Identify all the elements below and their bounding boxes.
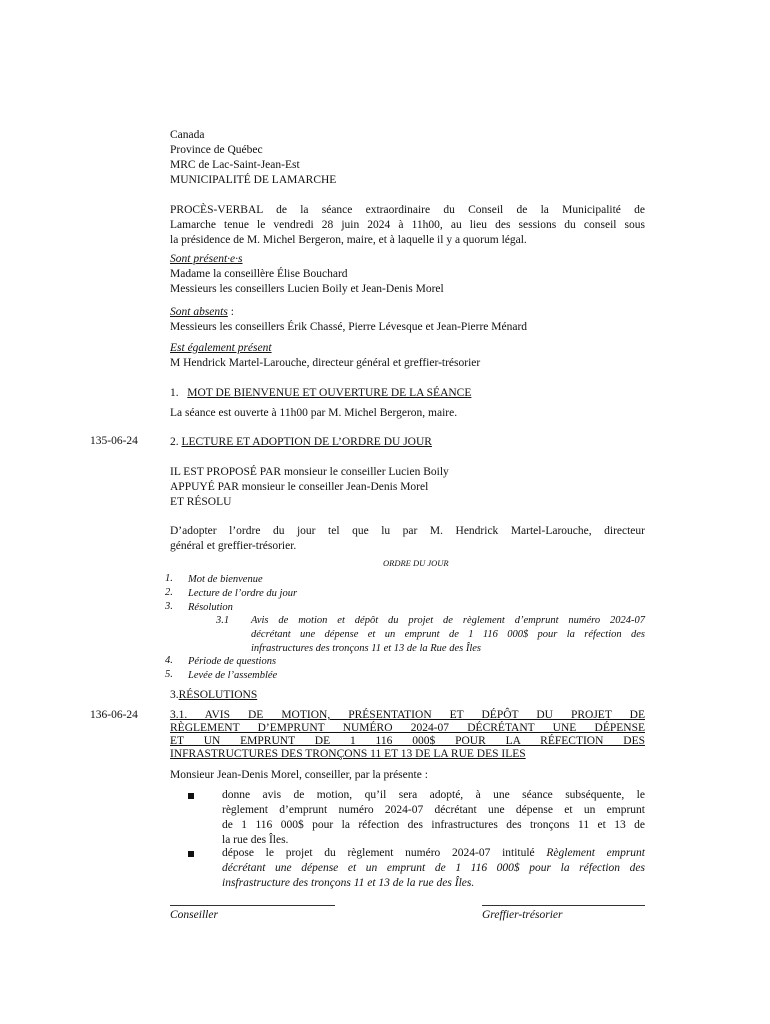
bullet-line: insfrastructure des tronçons 11 et 13 de la rue des Îles.	[222, 877, 475, 889]
header-mrc: MRC de Lac-Saint-Jean-Est	[170, 159, 300, 171]
bullet-line: décrétant une dépense et un emprunt de 1 116 000$ pour la réfection des	[222, 862, 645, 874]
adoption-paragraph	[170, 524, 645, 554]
agenda-item-number: 5.	[165, 669, 173, 680]
section1-heading	[170, 386, 471, 401]
bullet-line	[222, 846, 645, 861]
agenda-item-number: 3.	[165, 601, 173, 612]
agenda-subitem-line: Avis de motion et dépôt du projet de règlement d’emprunt numéro 2024-07	[251, 615, 645, 626]
section31-title	[170, 709, 645, 761]
presents-heading: Sont présent·e·s	[170, 253, 243, 265]
also-present-line: M Hendrick Martel-Larouche, directeur général et greffier-trésorier	[170, 357, 481, 369]
bullet-icon	[188, 793, 194, 799]
agenda-item-label: Levée de l’assemblée	[188, 670, 278, 681]
bullet-icon	[188, 851, 194, 857]
bullet-text: dépose le projet du règlement numéro 2024-07 intitulé	[222, 847, 547, 859]
agenda-subitem-number: 3.1	[216, 615, 230, 626]
section3-number: 3.	[170, 689, 179, 701]
agenda-item-label: Mot de bienvenue	[188, 574, 263, 585]
agenda-heading: ORDRE DU JOUR	[383, 558, 449, 568]
absents-heading	[170, 305, 234, 320]
signature-line-councillor	[170, 905, 335, 906]
resolution-number: 135-06-24	[90, 435, 138, 447]
intro-paragraph	[170, 203, 645, 248]
bullet-line: règlement d’emprunt numéro 2024-07 décrétant une dépense et un emprunt	[222, 804, 645, 816]
agenda-item-label: Période de questions	[188, 656, 277, 667]
section3-heading	[170, 688, 257, 703]
section31-title-line: ET UN EMPRUNT DE 1 116 000$ POUR LA RÉFECTION DES	[170, 735, 645, 747]
also-present-heading: Est également présent	[170, 342, 272, 354]
intro-line: la présidence de M. Michel Bergeron, maire, et à laquelle il y a quorum légal.	[170, 234, 527, 246]
agenda-subitem-line: décrétant une dépense et un emprunt de 1 116 000$ pour la réfection des	[251, 629, 645, 640]
section2-title: LECTURE ET ADOPTION DE L’ORDRE DU JOUR	[181, 436, 432, 448]
motion-intro: Monsieur Jean-Denis Morel, conseiller, par la présente :	[170, 769, 428, 781]
section31-title-line: RÈGLEMENT D’EMPRUNT NUMÉRO 2024-07 DÉCRÉTANT UNE DÉPENSE	[170, 722, 645, 734]
bullet-regulation-title: Règlement emprunt	[546, 847, 645, 859]
section1-title: MOT DE BIENVENUE ET OUVERTURE DE LA SÉANCE	[187, 387, 472, 399]
agenda-item-number: 2.	[165, 587, 173, 598]
resolved-line: ET RÉSOLU	[170, 496, 232, 508]
bullet-line: donne avis de motion, qu’il sera adopté, à une séance subséquente, le	[222, 789, 645, 801]
bullet-line: la rue des Îles.	[222, 834, 289, 846]
agenda-item-label: Lecture de l’ordre du jour	[188, 588, 298, 599]
signature-label-clerk: Greffier-trésorier	[482, 909, 563, 921]
agenda-item-number: 1.	[165, 573, 173, 584]
section2-heading	[170, 435, 432, 450]
section2-number: 2.	[170, 436, 179, 448]
adoption-line: D’adopter l’ordre du jour tel que lu par M. Hendrick Martel-Larouche, directeur	[170, 525, 645, 537]
adoption-line: général et greffier-trésorier.	[170, 540, 297, 552]
absents-heading-colon: :	[227, 306, 234, 318]
seconded-line: APPUYÉ PAR monsieur le conseiller Jean-Denis Morel	[170, 481, 429, 493]
section1-text: La séance est ouverte à 11h00 par M. Michel Bergeron, maire.	[170, 407, 458, 419]
section31-title-line: INFRASTRUCTURES DES TRONÇONS 11 ET 13 DE LA RUE DES ILES	[170, 748, 526, 760]
absents-heading-label: Sont absents	[170, 306, 228, 318]
intro-line: PROCÈS-VERBAL de la séance extraordinaire du Conseil de la Municipalité de	[170, 204, 645, 216]
resolution-number: 136-06-24	[90, 709, 138, 721]
presents-line: Madame la conseillère Élise Bouchard	[170, 268, 348, 280]
agenda-item-label: Résolution	[188, 602, 233, 613]
agenda-subitem	[251, 614, 645, 656]
signature-line-clerk	[482, 905, 645, 906]
bullet-paragraph	[222, 788, 645, 848]
header-province: Province de Québec	[170, 144, 263, 156]
header-country: Canada	[170, 129, 205, 141]
section31-title-line: 3.1. AVIS DE MOTION, PRÉSENTATION ET DÉPÔT DU PROJET DE	[170, 709, 645, 721]
agenda-item-number: 4.	[165, 655, 173, 666]
signature-label-councillor: Conseiller	[170, 909, 218, 921]
section3-title: RÉSOLUTIONS	[178, 689, 258, 701]
section1-number: 1.	[170, 387, 179, 399]
bullet-line: de 1 116 000$ pour la réfection des infrastructures des tronçons 11 et 13 de	[222, 819, 645, 831]
intro-line: Lamarche tenue le vendredi 28 juin 2024 à 11h00, au lieu des sessions du conseil sous	[170, 219, 645, 231]
presents-line: Messieurs les conseillers Lucien Boily et Jean-Denis Morel	[170, 283, 444, 295]
absents-line: Messieurs les conseillers Érik Chassé, Pierre Lévesque et Jean-Pierre Ménard	[170, 321, 528, 333]
header-municipality: MUNICIPALITÉ DE LAMARCHE	[170, 174, 337, 186]
agenda-subitem-line: infrastructures des tronçons 11 et 13 de la Rue des Îles	[251, 643, 481, 654]
proposed-line: IL EST PROPOSÉ PAR monsieur le conseiller Lucien Boily	[170, 466, 449, 478]
bullet-paragraph	[222, 846, 645, 891]
